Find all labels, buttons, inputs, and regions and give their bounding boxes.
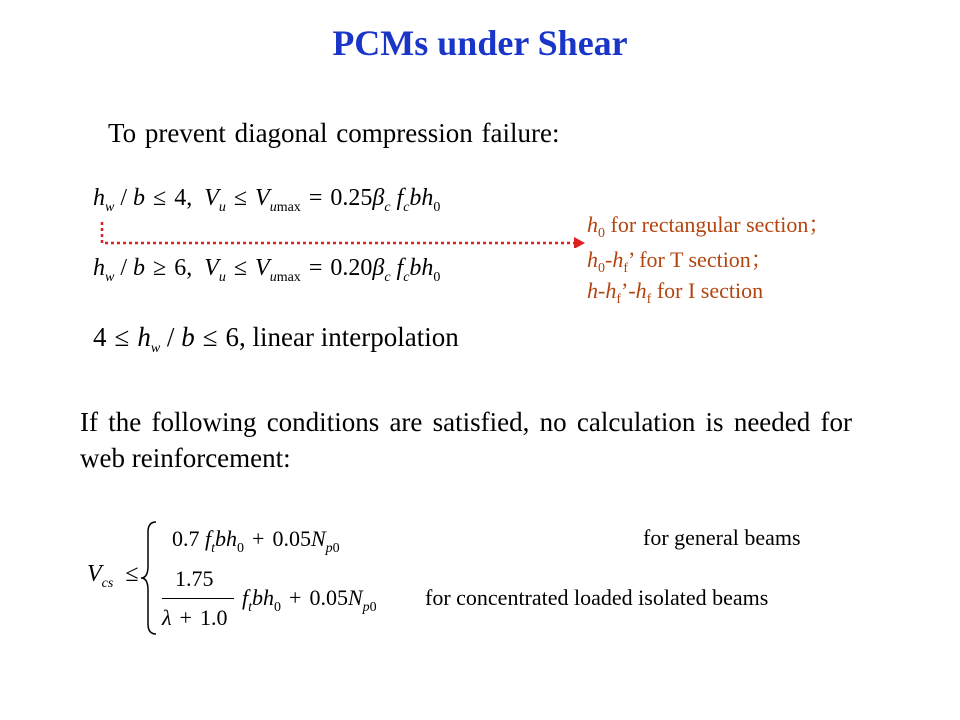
case1-label: for general beams [643, 525, 801, 550]
fraction-denominator: λ + 1.0 [162, 605, 228, 630]
note-t-section: $h_0-h_f$’ for T section； [587, 247, 773, 276]
formula-interpolation: $4 \le h_w / b \le 6$, linear interpolation [93, 322, 459, 356]
formula2-cond: 6, [174, 255, 193, 281]
fraction-numerator: 1.75 [175, 566, 214, 591]
axial-coef-1: 0.05 [272, 526, 311, 551]
fraction-bar [162, 598, 234, 599]
formula3-tail: 6, linear interpolation [225, 322, 459, 352]
axial-coef-2: 0.05 [309, 585, 348, 610]
formula2-coef: 0.20 [330, 255, 373, 281]
note2-text: ’ for T section； [628, 247, 773, 272]
conditions-paragraph: If the following conditions are satisfied, no calculation is needed for web reinforcement: [80, 407, 852, 473]
note3-text: for I section [656, 278, 764, 303]
case2-formula: $f_tbh_0 + 0.05N_{p0}$ [242, 585, 377, 615]
case1-formula: 0.7 $f_tbh_0 + 0.05N_{p0}$ [172, 526, 340, 556]
vcs-symbol: $V_{cs}$ ≤ [87, 561, 139, 591]
lead-text: To prevent diagonal compression failure: [108, 118, 560, 148]
formula1-cond: 4, [174, 185, 193, 211]
case1-coef: 0.7 [172, 526, 200, 551]
formula1-coef: 0.25 [330, 185, 373, 211]
note1-text: for rectangular section； [610, 212, 831, 237]
formula-limit-4: $h_w / b \le 4$, $V_u \le V_{umax} = 0.25\beta_c$ $f_cbh_0$ [93, 185, 441, 215]
note-rectangular: $h_0$ for rectangular section； [587, 212, 831, 241]
slide-title: PCMs under Shear [332, 23, 628, 63]
dotted-arrow [96, 218, 586, 248]
case2-label: for concentrated loaded isolated beams [425, 585, 769, 610]
left-brace [138, 520, 160, 636]
formula-limit-6: $h_w / b \ge 6$, $V_u \le V_{umax} = 0.20\beta_c$ $f_cbh_0$ [93, 255, 441, 285]
note-i-section: $h-h_f’-h_f$ for I section [587, 278, 764, 307]
frac-den-value: 1.0 [199, 605, 228, 630]
